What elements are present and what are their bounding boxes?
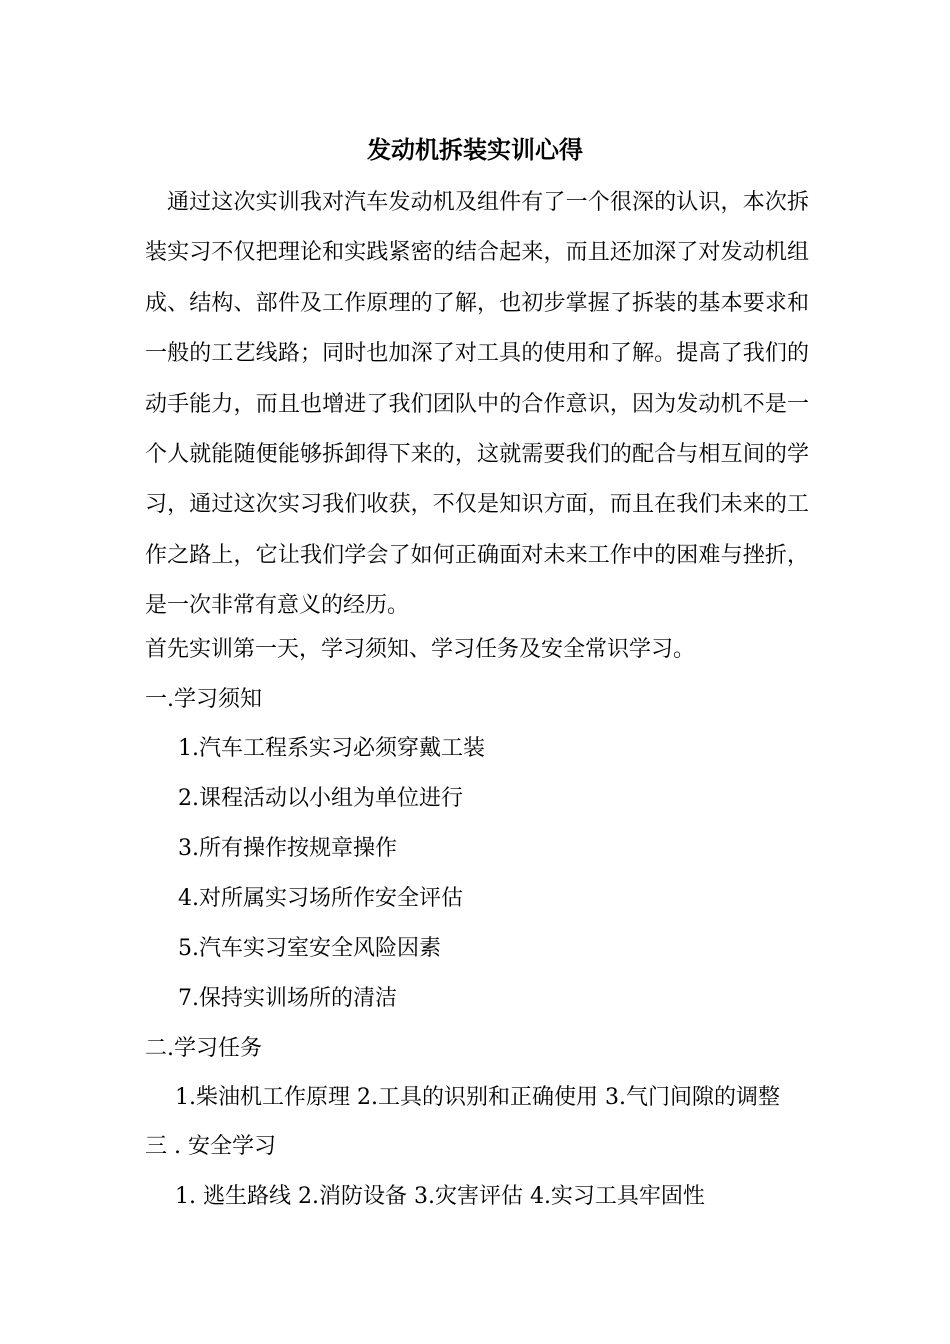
section3-heading: 三 . 安全学习 <box>145 1134 276 1159</box>
first-day-line: 首先实训第一天，学习须知、学习任务及安全常识学习。 <box>145 637 696 662</box>
section1-item: 4.对所属实习场所作安全评估 <box>178 886 463 911</box>
section2-line: 1.柴油机工作原理 2.工具的识别和正确使用 3.气门间隙的调整 <box>175 1085 780 1110</box>
section1-item: 5.汽车实习室安全风险因素 <box>178 936 441 961</box>
section1-item: 2.课程活动以小组为单位进行 <box>178 786 463 811</box>
section3-line: 1. 逃生路线 2.消防设备 3.灾害评估 4.实习工具牢固性 <box>175 1184 705 1209</box>
section1-item: 7.保持实训场所的清洁 <box>178 986 397 1011</box>
section2-heading: 二.学习任务 <box>145 1036 262 1061</box>
section1-heading: 一.学习须知 <box>145 687 262 712</box>
intro-paragraph: 通过这次实训我对汽车发动机及组件有了一个很深的认识，本次拆装实习不仅把理论和实践紧密的结合起来，而且还加深了对发动机组成、结构、部件及工作原理的了解，也初步掌握了拆装的基本要求和一般的工艺线路；同时也加深了对工具的使用和了解。提高了我们的动手能力，而且也增进了我们团队中的合作意识，因为发动机不是一个人就能随便能够拆卸得下来的，这就需要我们的配合与相互间的学习，通过这次实习我们收获，不仅是知识方面，而且在我们未来的工作之路上，它让我们学会了如何正确面对未来工作中的困难与挫折，是一次非常有意义的经历。 <box>145 190 809 619</box>
section1-item: 3.所有操作按规章操作 <box>178 836 397 861</box>
section1-item: 1.汽车工程系实习必须穿戴工装 <box>178 736 485 761</box>
document-title: 发动机拆装实训心得 <box>367 135 583 164</box>
